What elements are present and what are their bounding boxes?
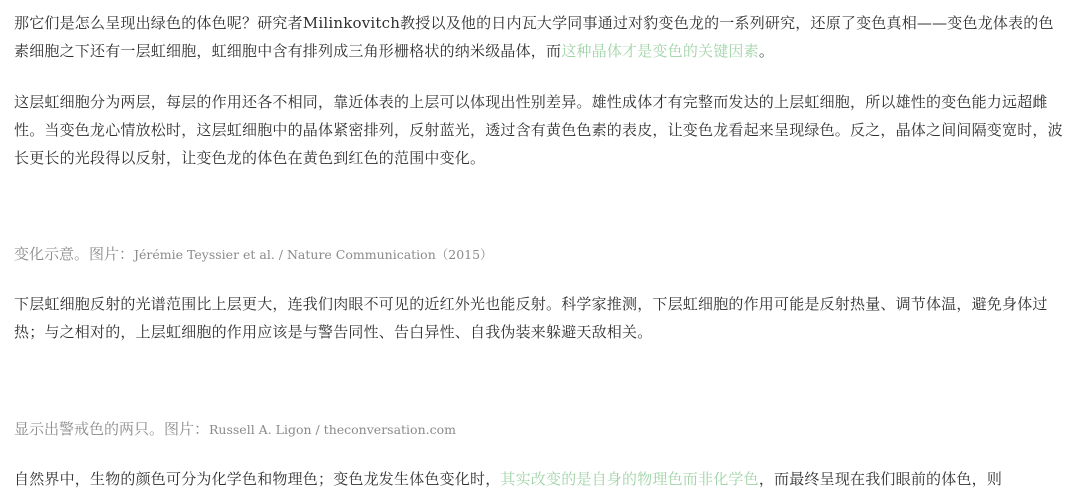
highlighted-text: 这种晶体才是变色的关键因素	[561, 42, 759, 60]
paragraph-lower-layer	[14, 290, 1066, 346]
paragraph-tail: 。	[758, 42, 775, 60]
paragraph-physical-color	[14, 465, 1066, 493]
paragraph-text: 这层虹细胞分为两层，每层的作用还各不相同，靠近体表的上层可以体现出性别差异。雄性成体才有完整而发达的上层虹细胞，所以雄性的变色能力远超雌性。当变色龙心情放松时，这层虹细胞中的晶体紧密排列，反射蓝光，透过含有黄色色素的表皮，让变色龙看起来呈现绿色。反之，晶体之间间隔变宽时，波长更长的光段得以反射，让变色龙的体色在黄色到红色的范围中变化。	[14, 93, 1063, 167]
image-caption-change-diagram	[14, 244, 1066, 265]
image-caption-warning-colors	[14, 419, 1066, 440]
highlighted-text: 其实改变的是自身的物理色而非化学色	[500, 470, 759, 488]
caption-source: Jérémie Teyssier et al. / Nature Communication（2015）	[134, 247, 493, 262]
paragraph-text: 那它们是怎么呈现出绿色的体色呢？研究者Milinkovitch教授以及他的日内瓦大学同事通过对豹变色龙的一系列研究，还原了变色真相——变色龙体表的色素细胞之下还有一层虹细胞，虹细胞中含有排列成三角形栅格状的纳米级晶体，而	[14, 14, 1054, 60]
paragraph-how-green-color	[14, 9, 1066, 65]
paragraph-text: 下层虹细胞反射的光谱范围比上层更大，连我们肉眼不可见的近红外光也能反射。科学家推测，下层虹细胞的作用可能是反射热量、调节体温，避免身体过热；与之相对的，上层虹细胞的作用应该是与警告同性、告白异性、自我伪装来躲避天敌相关。	[14, 295, 1048, 341]
caption-label: 变化示意。图片：	[14, 245, 135, 263]
caption-source: Russell A. Ligon / theconversation.com	[209, 422, 456, 437]
caption-label: 显示出警戒色的两只。图片：	[14, 420, 210, 438]
paragraph-tail: ，而最终呈现在我们眼前的体色，则	[758, 470, 1003, 488]
paragraph-text: 自然界中，生物的颜色可分为化学色和物理色；变色龙发生体色变化时，	[14, 470, 501, 488]
paragraph-iridophore-layers	[14, 88, 1066, 172]
